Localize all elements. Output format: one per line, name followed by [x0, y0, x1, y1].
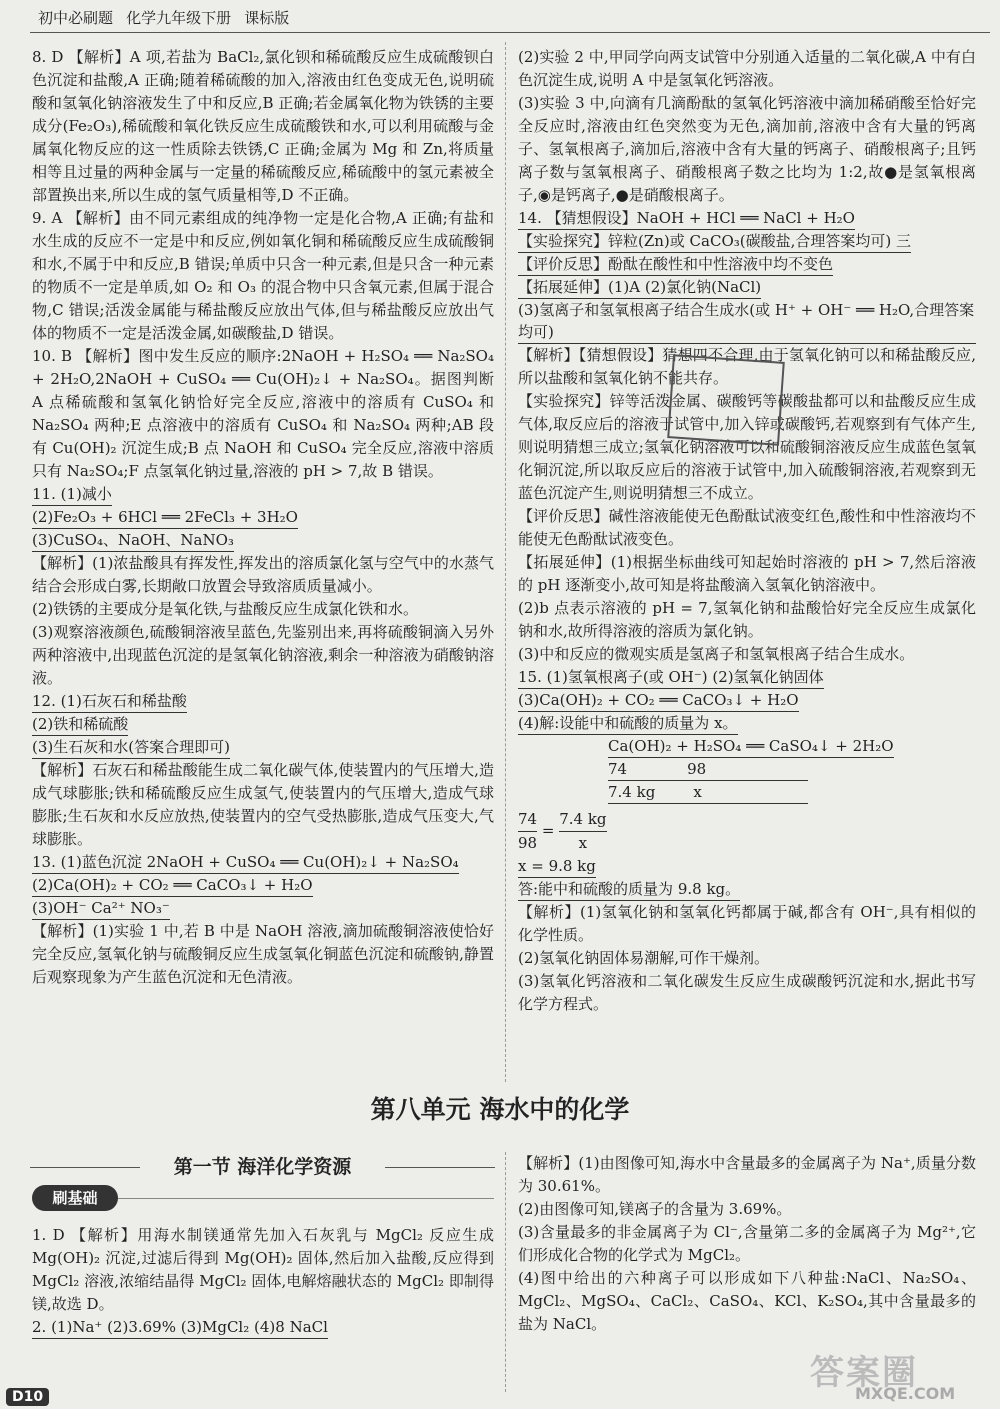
answer-8: 8. D 【解析】A 项,若盐为 BaCl₂,氯化钡和稀硫酸反应生成硫酸钡白色沉淀和盐酸,A 正确;随着稀硫酸的加入,溶液由红色变成无色,说明硫酸和氢氧化钠溶液发生了中和反应,B 正确;若金属氧化物为铁锈的主要成分(Fe₂O₃),稀硫酸和氧化铁反应生成硫酸铁和水,可以利用硫酸与金属氧化物反应的这一性质除去铁锈,C 正确;金属为 Mg 和 Zn,将质量相等且过量的两种金属与一定量的稀硫酸反应,稀硫酸中的氢元素被全部置换出来,所以生成的氢气质量相等,D 不正确。: [32, 48, 494, 204]
watermark-logo: 答案圈: [810, 1353, 918, 1393]
answer-15-explain: (2)氢氧化钠固体易潮解,可作干燥剂。: [518, 949, 770, 967]
answer-12-line: 12. (1)石灰石和稀盐酸: [32, 690, 187, 713]
calc-value-1: 7.4 kg: [608, 783, 656, 801]
answer-14-line: (3)氢离子和氢氧根离子结合生成水(或 H⁺ + OH⁻ ══ H₂O,合理答案均可): [518, 299, 976, 344]
basic-answer-2-explain: 【解析】(1)由图像可知,海水中含量最多的金属离子为 Na⁺,质量分数为 30.61%。: [518, 1154, 976, 1195]
calc-answer: 答:能中和硫酸的质量为 9.8 kg。: [518, 878, 740, 901]
page-header: [30, 4, 990, 33]
calc-result: x = 9.8 kg: [518, 855, 596, 878]
ink-stamp: [667, 354, 785, 446]
answer-12-line: (3)生石灰和水(答案合理即可): [32, 736, 230, 759]
column-divider-bottom: [505, 1152, 506, 1392]
answer-14-line: 14. 【猜想假设】NaOH + HCl ══ NaCl + H₂O: [518, 207, 855, 230]
fraction-right: $\frac{7.4 kg}{x}$: [559, 810, 607, 852]
answer-15: [518, 666, 976, 735]
answer-14-explain: 【实验探究】锌等活泼金属、碳酸钙等碳酸盐都可以和盐酸反应生成气体,取反应后的溶液于试管中,加入锌或碳酸钙,若观察到有气体产生,则说明猜想三成立;氢氧化钠溶液可以和硫酸铜溶液反应生成蓝色氢氧化铜沉淀,所以取反应后的溶液于试管中,加入硫酸铜溶液,若观察到无蓝色沉淀产生,则说明猜想三不成立。: [518, 392, 976, 502]
answer-14-explain: 【评价反思】碱性溶液能使无色酚酞试液变红色,酸性和中性溶液均不能使无色酚酞试液变色。: [518, 507, 976, 548]
calc-values: [608, 781, 808, 804]
answer-11-line: 11. (1)减小: [32, 483, 112, 506]
edition-label: 课标版: [244, 9, 290, 27]
answer-14-explain: (2)b 点表示溶液的 pH = 7,氢氧化钠和盐酸恰好完全反应生成氯化钠和水,故所得溶液的溶质为氯化钠。: [518, 599, 976, 640]
calc-proportion: $\frac{74}{98}$ = $\frac{7.4 kg}{x}$: [518, 808, 976, 855]
answer-13-explain-cont: (2)实验 2 中,甲同学向两支试管中分别通入适量的二氧化碳,A 中有白色沉淀生成,说明 A 中是氢氧化钙溶液。: [518, 48, 976, 89]
answer-14-explain: 【解析】【猜想假设】猜想四不合理,由于氢氧化钠可以和稀盐酸反应,所以盐酸和氢氧化钠不能共存。: [518, 346, 976, 387]
answer-14: [518, 207, 976, 344]
bottom-right: [518, 1152, 976, 1336]
subject-title: 化学九年级下册: [126, 9, 232, 27]
calc-equation: Ca(OH)₂ + H₂SO₄ ══ CaSO₄↓ + 2H₂O: [608, 735, 894, 758]
basic-answer-2-explain: (2)由图像可知,镁离子的含量为 3.69%。: [518, 1200, 792, 1218]
answer-13-line: 13. (1)蓝色沉淀 2NaOH + CuSO₄ ══ Cu(OH)₂↓ + Na₂SO₄: [32, 851, 459, 874]
answer-14-explain: 【拓展延伸】(1)根据坐标曲线可知起始时溶液的 pH > 7,然后溶液的 pH 逐渐变小,故可知是将盐酸滴入氢氧化钠溶液中。: [518, 553, 976, 594]
column-divider: [505, 42, 506, 1082]
basic-answer-1: 1. D 【解析】用海水制镁通常先加入石灰乳与 MgCl₂ 反应生成 Mg(OH)₂ 沉淀,过滤后得到 Mg(OH)₂ 固体,然后加入盐酸,反应得到 MgCl₂ 溶液,浓缩结晶得 MgCl₂ 固体,电解熔融状态的 MgCl₂ 即制得镁,故选 D。: [32, 1226, 494, 1313]
right-column: [518, 46, 976, 1016]
page-number: D10: [6, 1388, 49, 1406]
answer-13-line: (3)OH⁻ Ca²⁺ NO₃⁻: [32, 897, 170, 920]
basic-answer-2-explain: (4)图中给出的六种离子可以形成如下八种盐:NaCl、Na₂SO₄、MgCl₂、MgSO₄、CaCl₂、CaSO₄、KCl、K₂SO₄,其中含量最多的盐为 NaCl。: [518, 1269, 976, 1333]
calc-value-2: x: [693, 783, 702, 801]
basic-answer-2: 2. (1)Na⁺ (2)3.69% (3)MgCl₂ (4)8 NaCl: [32, 1316, 328, 1339]
answer-14-explain: (3)中和反应的微观实质是氢离子和氢氧根离子结合生成水。: [518, 645, 915, 663]
bottom-left: [32, 1224, 494, 1339]
answer-15-line: (3)Ca(OH)₂ + CO₂ ══ CaCO₃↓ + H₂O: [518, 689, 799, 712]
left-column: [32, 46, 494, 989]
answer-15-explain: (3)氢氧化钙溶液和二氧化碳发生反应生成碳酸钙沉淀和水,据此书写化学方程式。: [518, 972, 976, 1013]
watermark-url: MXQE.COM: [855, 1384, 956, 1403]
answer-10: 10. B 【解析】图中发生反应的顺序:2NaOH + H₂SO₄ ══ Na₂SO₄ + 2H₂O,2NaOH + CuSO₄ ══ Cu(OH)₂↓ + Na₂SO₄。据图判断 A 点稀硫酸和氢氧化钠恰好完全反应,溶液中的溶质有 CuSO₄ 和 Na₂SO₄ 两种;E 点溶液中的溶质有 CuSO₄ 和 Na₂SO₄ 两种;AB 段有 Cu(OH)₂ 沉淀生成;B 点 NaOH 和 CuSO₄ 完全反应,溶液中溶质只有 Na₂SO₄;F 点氢氧化钠过量,溶液的 pH > 7,故 B 错误。: [32, 347, 494, 480]
answer-12: [32, 690, 494, 759]
basic-practice-badge: 刷基础: [32, 1185, 118, 1211]
answer-12-explain: 【解析】石灰石和稀盐酸能生成二氧化碳气体,使装置内的气压增大,造成气球膨胀;铁和稀硫酸反应生成氢气,使装置内的气压增大,造成气球膨胀;生石灰和水反应放热,使装置内的空气受热膨胀,造成气压变大,气球膨胀。: [32, 761, 494, 848]
answer-15-line: 15. (1)氢氧根离子(或 OH⁻) (2)氢氧化钠固体: [518, 666, 824, 689]
calc-molar-masses: [608, 758, 808, 781]
basic-answer-2-explain: (3)含量最多的非金属离子为 Cl⁻,含量第二多的金属离子为 Mg²⁺,它们形成化合物的化学式为 MgCl₂。: [518, 1223, 976, 1264]
unit-title: 第八单元 海水中的化学: [370, 1095, 630, 1124]
fraction-left: $\frac{74}{98}$: [518, 810, 538, 852]
badge-rule: [118, 1198, 494, 1199]
answer-13: [32, 851, 494, 920]
calculation: [518, 735, 976, 804]
answer-11-explain: 【解析】(1)浓盐酸具有挥发性,挥发出的溶质氯化氢与空气中的水蒸气结合会形成白雾,长期敞口放置会导致溶质质量减小。: [32, 554, 494, 595]
answer-9: 9. A 【解析】由不同元素组成的纯净物一定是化合物,A 正确;有盐和水生成的反应不一定是中和反应,例如氧化铜和稀硫酸反应生成硫酸铜和水,不属于中和反应,B 错误;单质中只含一种元素,但是只含一种元素的物质不一定是单质,如 O₂ 和 O₃ 的混合物中只含氧元素,但属于混合物,C 错误;活泼金属能与稀盐酸反应放出气体,但与稀盐酸反应放出气体的物质不一定是活泼金属,如碳酸盐,D 错误。: [32, 209, 494, 342]
book-title: 初中必刷题: [38, 9, 114, 27]
answer-11-line: (2)Fe₂O₃ + 6HCl ══ 2FeCl₃ + 3H₂O: [32, 506, 298, 529]
calc-mass-2: 98: [687, 760, 707, 778]
answer-11-explain: (2)铁锈的主要成分是氧化铁,与盐酸反应生成氯化铁和水。: [32, 600, 419, 618]
answer-13-line: (2)Ca(OH)₂ + CO₂ ══ CaCO₃↓ + H₂O: [32, 874, 313, 897]
answer-14-line: 【评价反思】酚酞在酸性和中性溶液中均不变色: [518, 253, 833, 276]
answer-14-line: 【拓展延伸】(1)A (2)氯化钠(NaCl): [518, 276, 761, 299]
calc-mass-1: 74: [608, 760, 628, 778]
answer-15-explain: 【解析】(1)氢氧化钠和氢氧化钙都属于碱,都含有 OH⁻,具有相似的化学性质。: [518, 903, 976, 944]
answer-12-line: (2)铁和稀硫酸: [32, 713, 128, 736]
answer-15-line: (4)解:设能中和硫酸的质量为 x。: [518, 712, 738, 735]
answer-13-explain-cont: (3)实验 3 中,向滴有几滴酚酞的氢氧化钙溶液中滴加稀硝酸至恰好完全反应时,溶液由红色突然变为无色,滴加前,溶液中含有大量的钙离子、氢氧根离子,滴加后,溶液中含有大量的钙离子、硝酸根离子;且钙离子数与氢氧根离子、硝酸根离子数之比均为 1:2,故●是氢氧根离子,◉是钙离子,●是硝酸根离子。: [518, 94, 976, 204]
answer-14-line: 【实验探究】锌粒(Zn)或 CaCO₃(碳酸盐,合理答案均可) 三: [518, 230, 911, 253]
answer-11: [32, 483, 494, 552]
section-title: 第一节 海洋化学资源: [173, 1156, 352, 1178]
answer-13-explain: 【解析】(1)实验 1 中,若 B 中是 NaOH 溶液,滴加硫酸铜溶液使恰好完全反应,氢氧化钠与硫酸铜反应生成氢氧化铜蓝色沉淀和硫酸钠,静置后观察现象为产生蓝色沉淀和无色清液。: [32, 922, 494, 986]
answer-11-explain: (3)观察溶液颜色,硫酸铜溶液呈蓝色,先鉴别出来,再将硫酸铜滴入另外两种溶液中,出现蓝色沉淀的是氢氧化钠溶液,剩余一种溶液为硝酸钠溶液。: [32, 623, 494, 687]
answer-11-line: (3)CuSO₄、NaOH、NaNO₃: [32, 529, 234, 552]
